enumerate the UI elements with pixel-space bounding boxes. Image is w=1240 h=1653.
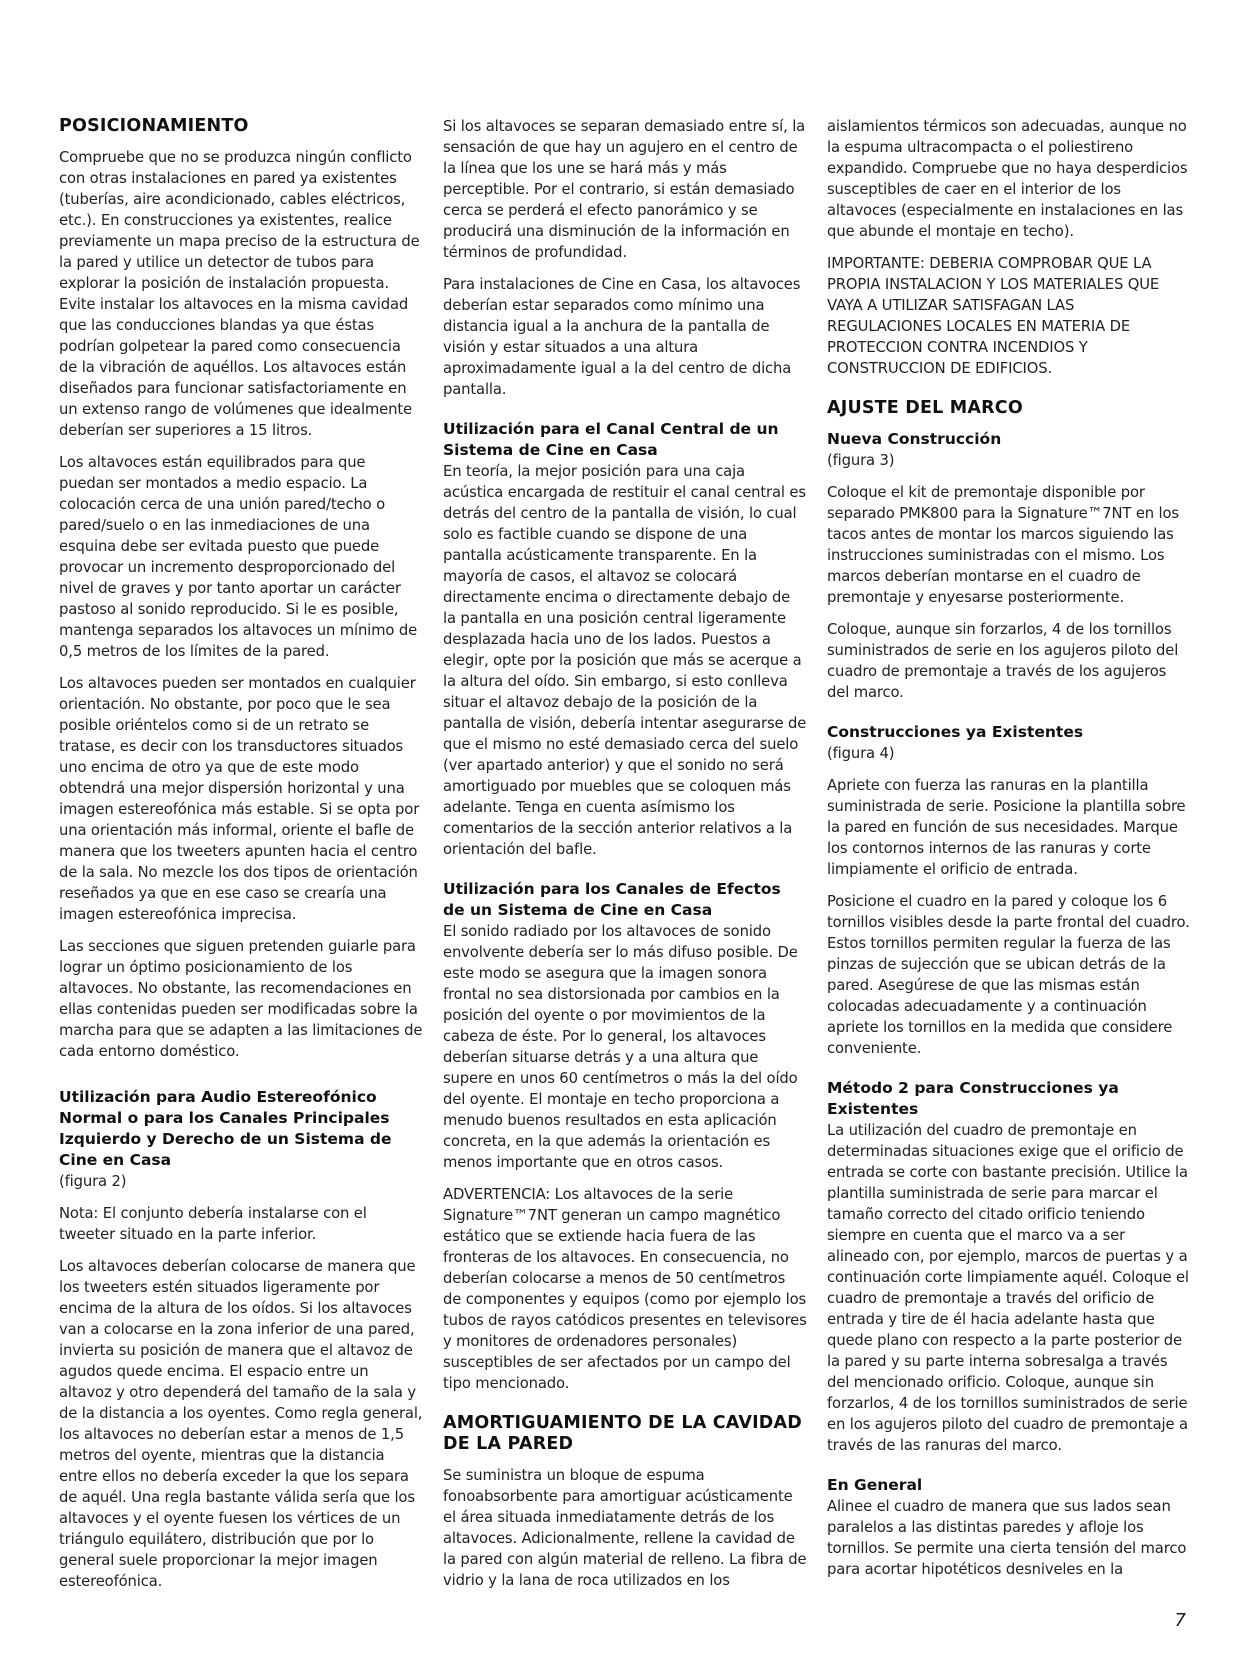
paragraph: Los altavoces están equilibrados para que puedan ser montados a medio espacio. La colocación cerca de una unión pared/techo o pared/suelo o en las inmediaciones de una esquina debe ser evitada puesto que puede provocar un incremento desproporcionado del nivel de graves y por tanto aportar un carácter pastoso al sonido reproducido. Si le es posible, mantenga separados los altavoces un mínimo de 0,5 metros de los límites de la pared. xyxy=(59,454,418,660)
heading-effects-channels: Utilización para los Canales de Efectos de un Sistema de Cine en Casa xyxy=(443,880,781,919)
paragraph: Coloque, aunque sin forzarlos, 4 de los tornillos suministrados de serie en los agujeros piloto del cuadro de premontaje a través de los agujeros del marco. xyxy=(827,621,1179,701)
heading-existing-construction: Construcciones ya Existentes xyxy=(827,723,1084,741)
paragraph: Los altavoces pueden ser montados en cualquier orientación. No obstante, por poco que le sea posible oriéntelos como si de un retrato se tratase, es decir con los transductores situados uno encima de otro ya que de este modo obtendrá una mejor dispersión horizontal y una imagen estereofónica más estable. Si se opta por una orientación más informal, oriente el bafle de manera que los tweeters apunten hacia el centro de la sala. No mezcle los dos tipos de orientación reseñados ya que en ese caso se crearía una imagen estereofónica imprecisa. xyxy=(59,675,420,923)
paragraph: Si los altavoces se separan demasiado entre sí, la sensación de que hay un agujero en el centro de la línea que los une se hará más y más perceptible. Por el contrario, si están demasiado cerca se perderá el efecto panorámico y se producirá una disminución de la información en términos de profundidad. xyxy=(443,118,806,261)
page-number: 7 xyxy=(1174,1610,1186,1631)
figure-reference: (figura 4) xyxy=(827,745,895,762)
paragraph: Para instalaciones de Cine en Casa, los altavoces deberían estar separados como mínimo una distancia igual a la anchura de la pantalla de visión y estar situados a una altura aproximadamente igual a la del centro de dicha pantalla. xyxy=(443,276,801,398)
heading-general: En General xyxy=(827,1476,923,1494)
heading-method-2: Método 2 para Construcciones ya Existentes xyxy=(827,1079,1119,1118)
figure-reference: (figura 2) xyxy=(59,1173,127,1190)
warning-paragraph: ADVERTENCIA: Los altavoces de la serie Signature™7NT generan un campo magnético estático que se extiende hacia fuera de las fronteras de los altavoces. En consecuencia, no deberían colocarse a menos de 50 centímetros de componentes y equipos (como por ejemplo los tubos de rayos catódicos presentes en televisores y monitores de ordenadores personales) susceptibles de ser afectados por un campo del tipo mencionado. xyxy=(443,1186,807,1392)
paragraph: Posicione el cuadro en la pared y coloque los 6 tornillos visibles desde la parte frontal del cuadro. Estos tornillos permiten regular la fuerza de las pinzas de sujección que se ubican detrás de la pared. Asegúrese de que las mismas están colocadas adecuadamente y a continuación apriete los tornillos en la medida que considere conveniente. xyxy=(827,893,1190,1057)
paragraph: En teoría, la mejor posición para una caja acústica encargada de restituir el canal central es detrás del centro de la pantalla de visión, lo cual solo es factible cuando se dispone de una pantalla acústicamente transparente. En la mayoría de casos, el altavoz se colocará directamente encima o directamente debajo de la pantalla en una posición central ligeramente desplazada hacia uno de los lados. Puestos a elegir, opte por la posición que más se acerque a la altura del oído. Sin embargo, si esto conlleva situar el altavoz debajo de la posición de la pantalla de visión, debería intentar asegurarse de que el mismo no esté demasiado cerca del suelo (ver apartado anterior) y que el sonido no será amortiguado por muebles que se coloquen más adelante. Tenga en cuenta asímismo los comentarios de la sección anterior relativos a la orientación del bafle. xyxy=(443,463,807,858)
paragraph: Compruebe que no se produzca ningún conflicto con otras instalaciones en pared ya existentes (tuberías, aire acondicionado, cables eléctricos, etc.). En construcciones ya existentes, realice previamente un mapa preciso de la estructura de la pared y utilice un detector de tubos para explorar la posición de instalación propuesta. Evite instalar los altavoces en la misma cavidad que las conducciones blandas ya que éstas podrían golpetear la pared como consecuencia de la vibración de aquéllos. Los altavoces están diseñados para funcionar satisfactoriamente en un extenso rango de volúmenes que idealmente deberían ser superiores a 15 litros. xyxy=(59,149,420,439)
column-2 xyxy=(443,116,807,1602)
paragraph: Nota: El conjunto debería instalarse con el tweeter situado en la parte inferior. xyxy=(59,1205,367,1243)
important-paragraph: IMPORTANTE: DEBERIA COMPROBAR QUE LA PROPIA INSTALACION Y LOS MATERIALES QUE VAYA A UTILIZAR SATISFAGAN LAS REGULACIONES LOCALES EN MATERIA DE PROTECCION CONTRA INCENDIOS Y CONSTRUCCION DE EDIFICIOS. xyxy=(827,255,1160,377)
paragraph: Se suministra un bloque de espuma fonoabsorbente para amortiguar acústicamente el área situada inmediatamente detrás de los altavoces. Adicionalmente, rellene la cavidad de la pared con algún material de relleno. La fibra de vidrio y la lana de roca utilizados en los xyxy=(443,1467,807,1589)
paragraph: El sonido radiado por los altavoces de sonido envolvente debería ser lo más difuso posible. De este modo se asegura que la imagen sonora frontal no sea distorsionada por cambios en la posición del oyente o por movimientos de la cabeza de éste. Por lo general, los altavoces deberían situarse detrás y a una altura que supere en unos 60 centímetros o más la del oído del oyente. El montaje en techo proporciona a menudo buenos resultados en esta aplicación concreta, en la que además la orientación es menos importante que en otros casos. xyxy=(443,923,798,1171)
heading-wall-damping: AMORTIGUAMIENTO DE LA CAVIDAD DE LA PARED xyxy=(443,1413,802,1454)
paragraph: aislamientos térmicos son adecuadas, aunque no la espuma ultracompacta o el poliestireno expandido. Compruebe que no haya desperdicios susceptibles de caer en el interior de los altavoces (especialmente en instalaciones en las que abunde el montaje en techo). xyxy=(827,118,1188,240)
column-3 xyxy=(827,116,1191,1591)
paragraph: Los altavoces deberían colocarse de manera que los tweeters estén situados ligeramente por encima de la altura de los oídos. Si los altavoces van a colocarse en la zona inferior de una pared, invierta su posición de manera que el altavoz de agudos quede encima. El espacio entre un altavoz y otro dependerá del tamaño de la sala y de la distancia a los oyentes. Como regla general, los altavoces no deberían estar a menos de 1,5 metros del oyente, mientras que la distancia entre ellos no debería exceder la que los separa de aquél. Una regla bastante válida sería que los altavoces y el oyente fuesen los vértices de un triángulo equilátero, distribución que por lo general suele proporcionar la mejor imagen estereofónica. xyxy=(59,1258,423,1590)
column-1 xyxy=(59,116,423,1603)
heading-posicionamiento: POSICIONAMIENTO xyxy=(59,116,249,136)
heading-center-channel: Utilización para el Canal Central de un Sistema de Cine en Casa xyxy=(443,420,779,459)
paragraph: La utilización del cuadro de premontaje en determinadas situaciones exige que el orificio de entrada se corte con bastante precisión. Utilice la plantilla suministrada de serie para marcar el tamaño correcto del citado orificio teniendo siempre en cuenta que el marco va a ser alineado con, por ejemplo, marcos de puertas y a continuación corte limpiamente aquél. Coloque el cuadro de premontaje a través del orificio de entrada y tire de él hacia adelante hasta que quede plano con respecto a la parte posterior de la pared y su parte interna sobresalga a través del mencionado orificio. Coloque, aunque sin forzarlos, 4 de los tornillos suministrados de serie en los agujeros piloto del cuadro de premontaje a través de las ranuras del marco. xyxy=(827,1122,1189,1454)
paragraph: Apriete con fuerza las ranuras en la plantilla suministrada de serie. Posicione la plantilla sobre la pared en función de sus necesidades. Marque los contornos internos de las ranuras y corte limpiamente el orificio de entrada. xyxy=(827,777,1186,878)
paragraph: Las secciones que siguen pretenden guiarle para lograr un óptimo posicionamiento de los altavoces. No obstante, las recomendaciones en ellas contenidas pueden ser modificadas sobre la marcha para que se adapten a las limitaciones de cada entorno doméstico. xyxy=(59,938,423,1060)
paragraph: Alinee el cuadro de manera que sus lados sean paralelos a las distintas paredes y afloje los tornillos. Se permite una cierta tensión del marco para acortar hipotéticos desniveles en la xyxy=(827,1498,1187,1578)
heading-stereo-usage: Utilización para Audio Estereofónico Normal o para los Canales Principales Izquierdo y Derecho de un Sistema de Cine en Casa xyxy=(59,1088,392,1169)
heading-frame-adjustment: AJUSTE DEL MARCO xyxy=(827,398,1023,418)
paragraph: Coloque el kit de premontaje disponible por separado PMK800 para la Signature™7NT en los tacos antes de montar los marcos siguiendo las instrucciones suministradas con el mismo. Los marcos deberían montarse en el cuadro de premontaje y enyesarse posteriormente. xyxy=(827,484,1179,606)
figure-reference: (figura 3) xyxy=(827,452,895,469)
heading-new-construction: Nueva Construcción xyxy=(827,430,1002,448)
